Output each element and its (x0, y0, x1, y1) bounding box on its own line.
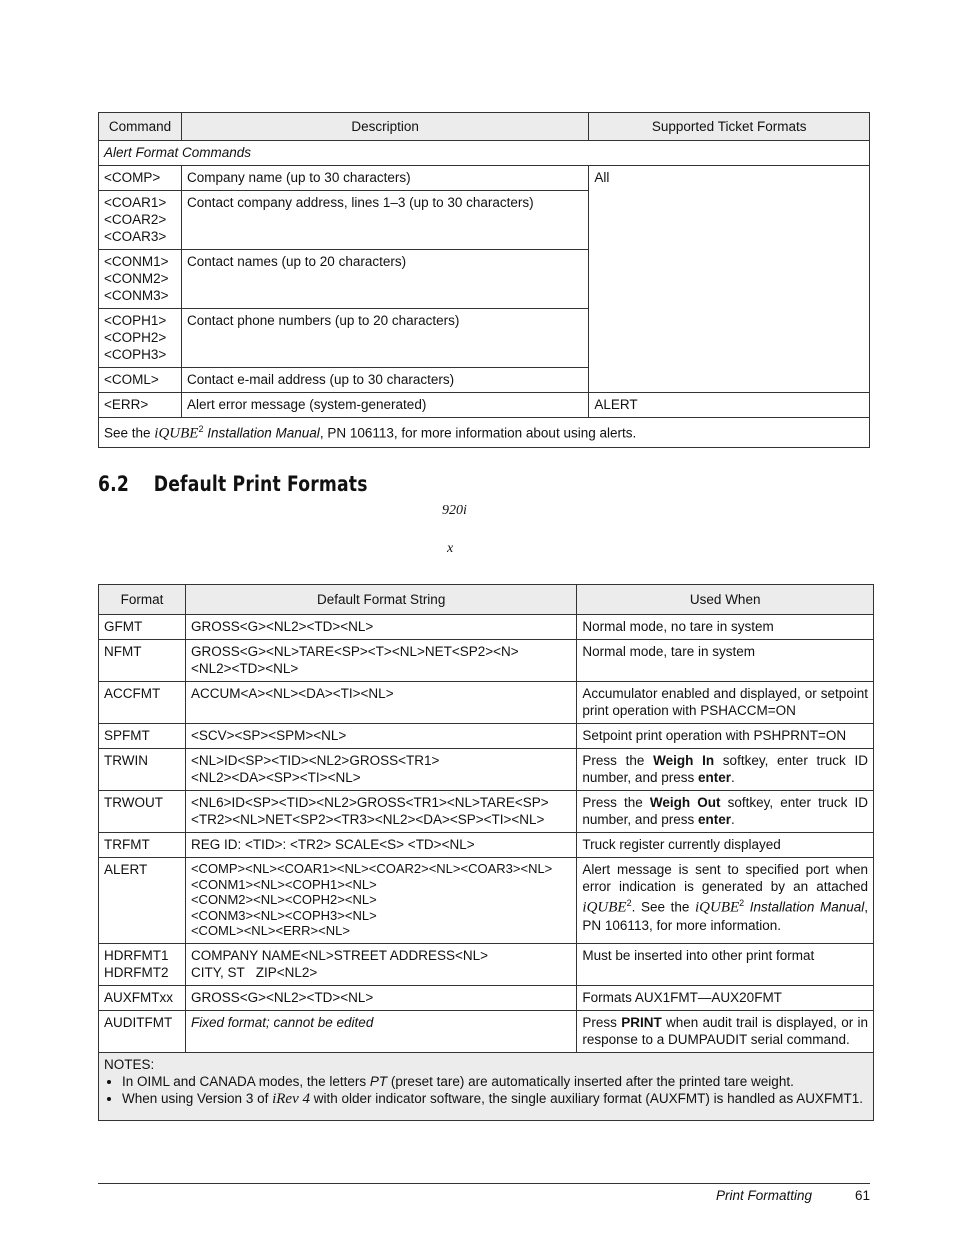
formats-cell: ALERT (589, 393, 870, 418)
format-string-cell: GROSS<G><NL>TARE<SP><T><NL>NET<SP2><N> <NL2><TD><NL> (185, 640, 576, 682)
format-cell: TRWIN (99, 749, 186, 791)
format-cell: NFMT (99, 640, 186, 682)
format-string-cell: GROSS<G><NL2><TD><NL> (185, 985, 576, 1010)
format-string-cell: Fixed format; cannot be edited (185, 1010, 576, 1052)
page-number: 61 (855, 1188, 871, 1203)
format-string-cell: REG ID: <TID>: <TR2> SCALE<S> <TD><NL> (185, 833, 576, 858)
command-cell: <CONM1> <CONM2> <CONM3> (99, 250, 182, 309)
used-when-cell: Accumulator enabled and displayed, or setpoint print operation with PSHACCM=ON (577, 682, 874, 724)
table-row (99, 833, 874, 858)
format-string-cell: GROSS<G><NL2><TD><NL> (185, 615, 576, 640)
table-row (99, 682, 874, 724)
used-when-cell: Press PRINT when audit trail is displayed, or in response to a DUMPAUDIT serial command. (577, 1010, 874, 1052)
used-when-cell: Press the Weigh Out softkey, enter truck ID number, and press enter. (577, 791, 874, 833)
table-note: See the iQUBE$^2$ Installation Manual, PN 106113, for more information about using alerts. (99, 418, 870, 448)
format-cell: ACCFMT (99, 682, 186, 724)
description-cell: Contact phone numbers (up to 20 characters) (181, 309, 588, 368)
used-when-cell: Setpoint print operation with PSHPRNT=ON (577, 724, 874, 749)
format-cell: TRWOUT (99, 791, 186, 833)
command-cell: <COMP> (99, 166, 182, 191)
format-cell: ALERT (99, 858, 186, 944)
command-cell: <COAR1> <COAR2> <COAR3> (99, 191, 182, 250)
note-item: • In OIML and CANADA modes, the letters PT (preset tare) are automatically inserted after the printed tare weight. (122, 1073, 868, 1090)
table-row (99, 985, 874, 1010)
column-header: Description (181, 113, 588, 141)
table-row (99, 858, 874, 944)
description-cell: Contact names (up to 20 characters) (181, 250, 588, 309)
used-when-cell: Must be inserted into other print format (577, 943, 874, 985)
command-cell: <ERR> (99, 393, 182, 418)
table-row (99, 724, 874, 749)
footer-section-label: Print Formatting (716, 1188, 813, 1203)
format-string-cell: COMPANY NAME<NL>STREET ADDRESS<NL> CITY, ST ZIP<NL2> (185, 943, 576, 985)
format-string-cell: <NL>ID<SP><TID><NL2>GROSS<TR1> <NL2><DA><SP><TI><NL> (185, 749, 576, 791)
format-cell: TRFMT (99, 833, 186, 858)
formats-cell: All (589, 166, 870, 393)
table-row (99, 749, 874, 791)
used-when-cell: Press the Weigh In softkey, enter truck ID number, and press enter. (577, 749, 874, 791)
description-cell: Contact e-mail address (up to 30 characters) (181, 368, 588, 393)
description-cell: Company name (up to 30 characters) (181, 166, 588, 191)
default-print-formats-table (98, 584, 874, 1121)
column-header: Used When (577, 585, 874, 615)
description-cell: Contact company address, lines 1–3 (up to 30 characters) (181, 191, 588, 250)
command-cell: <COML> (99, 368, 182, 393)
notes-label: NOTES: (104, 1056, 155, 1072)
used-when-cell: Truck register currently displayed (577, 833, 874, 858)
used-when-cell: Normal mode, no tare in system (577, 615, 874, 640)
used-when-cell: Alert message is sent to specified port when error indication is generated by an attached iQUBE$^2$. See the iQUBE$^2$ Installation Manual, PN 106113, for more information. (577, 858, 874, 944)
model-fragment: 920i (442, 503, 467, 518)
alert-commands-table (98, 112, 870, 448)
notes-box (99, 1052, 874, 1120)
column-header: Format (99, 585, 186, 615)
format-cell: AUDITFMT (99, 1010, 186, 1052)
column-header: Command (99, 113, 182, 141)
format-string-cell: ACCUM<A><NL><DA><TI><NL> (185, 682, 576, 724)
table-row (99, 791, 874, 833)
table-row (99, 943, 874, 985)
format-cell: HDRFMT1 HDRFMT2 (99, 943, 186, 985)
format-string-cell: <SCV><SP><SPM><NL> (185, 724, 576, 749)
command-cell: <COPH1> <COPH2> <COPH3> (99, 309, 182, 368)
footer-rule (98, 1183, 870, 1184)
used-when-cell: Formats AUX1FMT—AUX20FMT (577, 985, 874, 1010)
format-cell: GFMT (99, 615, 186, 640)
format-cell: AUXFMTxx (99, 985, 186, 1010)
format-string-cell: <COMP><NL><COAR1><NL><COAR2><NL><COAR3><NL> <CONM1><NL><COPH1><NL> <CONM2><NL><COPH2><NL> <CONM3><NL><COPH3><NL> <COML><NL><ERR><NL> (185, 858, 576, 944)
format-cell: SPFMT (99, 724, 186, 749)
note-item: • When using Version 3 of iRev 4 with older indicator software, the single auxiliary format (AUXFMT) is handled as AUXFMT1. (122, 1090, 868, 1108)
table-row (99, 1010, 874, 1052)
description-cell: Alert error message (system-generated) (181, 393, 588, 418)
section-heading: 6.2 Default Print Formats (98, 472, 368, 496)
used-when-cell: Normal mode, tare in system (577, 640, 874, 682)
table-row (99, 640, 874, 682)
column-header: Default Format String (185, 585, 576, 615)
format-string-cell: <NL6>ID<SP><TID><NL2>GROSS<TR1><NL>TARE<SP> <TR2><NL>NET<SP2><TR3><NL2><DA><SP><TI><NL> (185, 791, 576, 833)
table-row (99, 615, 874, 640)
column-header: Supported Ticket Formats (589, 113, 870, 141)
section-label: Alert Format Commands (99, 141, 870, 166)
fragment-x: x (447, 541, 454, 556)
